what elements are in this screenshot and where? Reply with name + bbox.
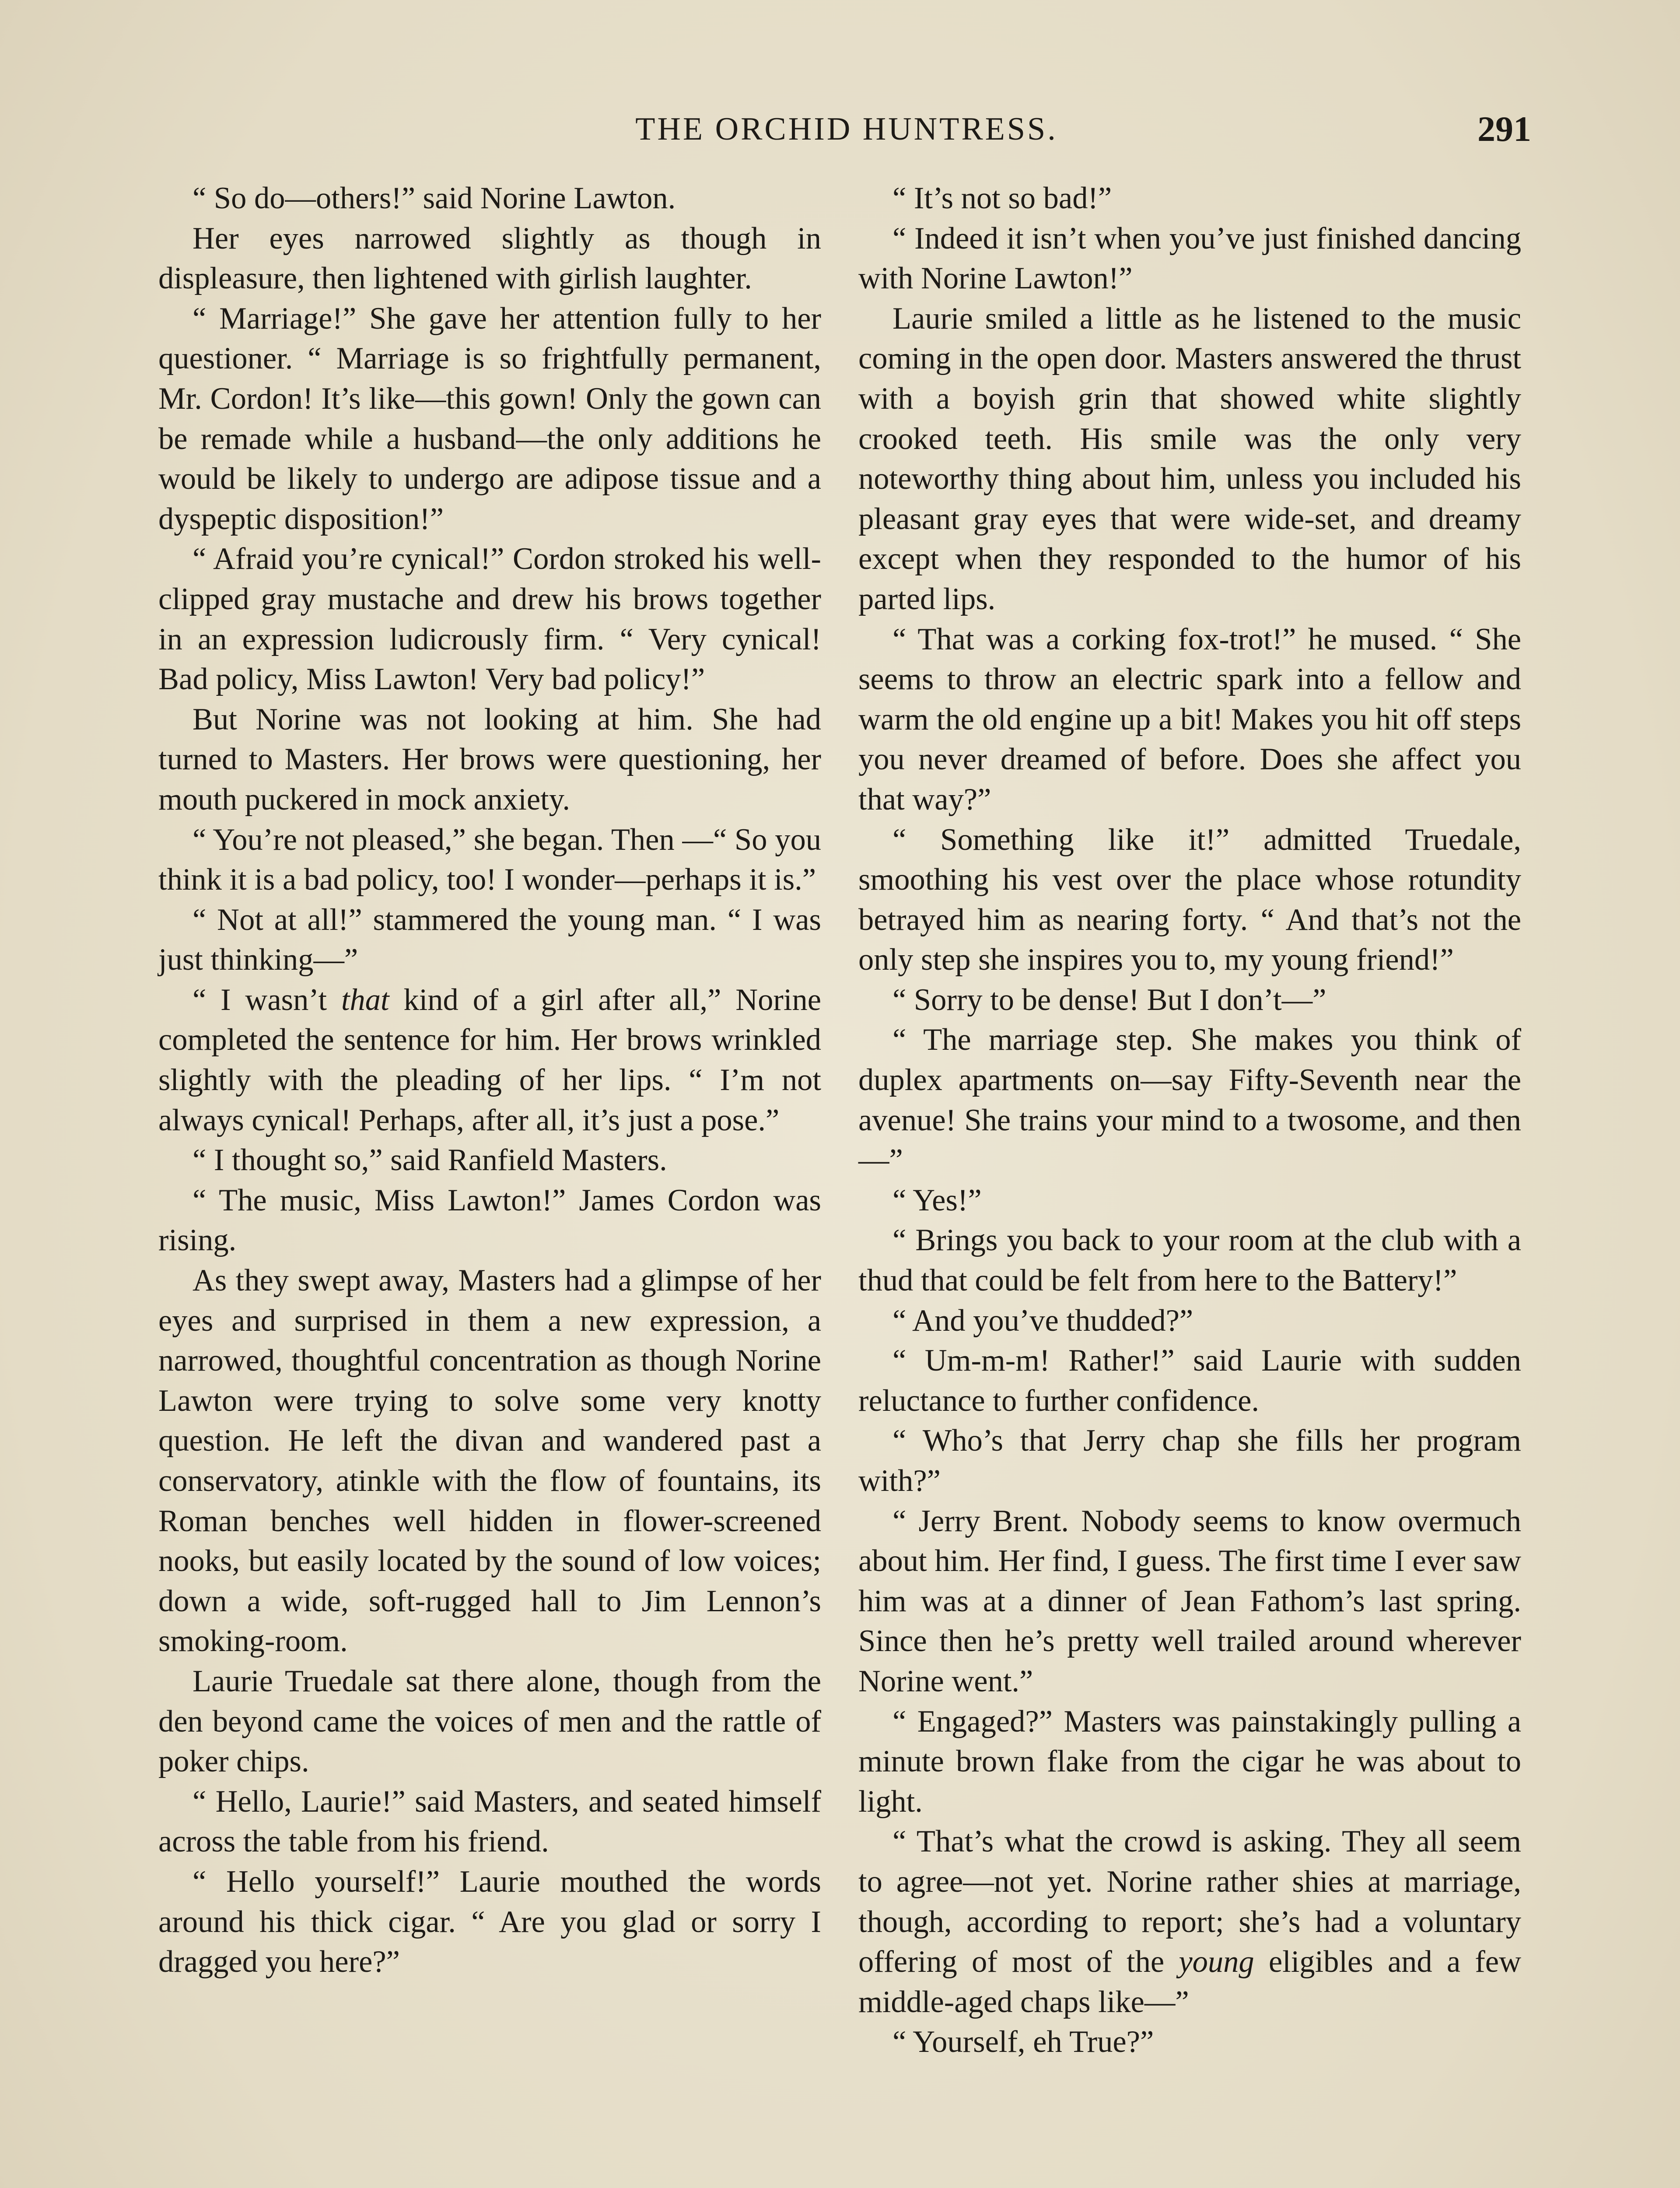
paragraph-part: “ That’s what the crowd is asking. They all seem to agree—not yet. Norine rather shies at marriage, though, according to report; she’s had a voluntary offering of most of the [858,1824,1521,1979]
story-title: THE ORCHID HUNTRESS. [635,111,1058,147]
paragraph: “ Hello yourself!” Laurie mouthed the words around his thick cigar. “ Are you glad or sorry I dragged you here?” [158,1864,821,1979]
paragraph-with-italic [858,1822,1521,2022]
paragraph: “ I thought so,” said Ranfield Masters. [192,1143,667,1178]
paragraph: “ Marriage!” She gave her attention fully to her questioner. “ Marriage is so frightfully permanent, Mr. Cordon! It’s like—this gown! Only the gown can be remade while a husband—the only additions he would be likely to undergo are adipose tissue and a dyspeptic disposition!” [158,301,821,536]
paragraph-part: eligibles and a few middle-aged chaps like—” [858,1945,1521,2019]
paragraph-part: “ I wasn’t [192,982,341,1017]
running-head [162,105,1531,158]
paragraph: But Norine was not looking at him. She had turned to Masters. Her brows were questioning, her mouth puckered in mock anxiety. [158,702,821,817]
paragraph: “ Yourself, eh True?” [892,2025,1154,2059]
paragraph: Her eyes narrowed slightly as though in displeasure, then lightened with girlish laughter. [158,221,821,296]
paragraph: “ Not at all!” stammered the young man. “ I was just thinking—” [158,902,821,977]
paragraph: “ It’s not so bad!” [892,181,1112,215]
paragraph: “ The music, Miss Lawton!” James Cordon was rising. [158,1183,821,1258]
paragraph: “ So do—others!” said Norine Lawton. [192,181,676,215]
paragraph: “ Who’s that Jerry chap she fills her program with?” [858,1424,1521,1498]
italic-word: that [341,982,389,1017]
paragraph: Laurie smiled a little as he listened to the music coming in the open door. Masters answered the thrust with a boyish grin that showed white slightly crooked teeth. His smile was the only very noteworthy thing about him, unless you included his pleasant gray eyes that were wide-set, and dreamy except when they responded to the humor of his parted lips. [858,301,1521,616]
paragraph: “ Sorry to be dense! But I don’t—” [892,982,1326,1017]
paragraph: “ Afraid you’re cynical!” Cordon stroked his well-clipped gray mustache and drew his brows together in an expression ludicrously firm. “ Very cynical! Bad policy, Miss Lawton! Very bad policy!” [158,542,821,697]
paragraph: “ And you’ve thudded?” [892,1303,1194,1338]
paragraph: “ Hello, Laurie!” said Masters, and seated himself across the table from his friend. [158,1784,821,1859]
right-column [858,179,1521,2062]
paragraph-with-italic [158,980,821,1140]
page-number: 291 [1477,109,1531,149]
paragraph: “ The marriage step. She makes you think of duplex apartments on—say Fifty-Seventh near the avenue! She trains your mind to a twosome, and then—” [858,1023,1521,1178]
paragraph: “ Brings you back to your room at the club with a thud that could be felt from here to the Battery!” [858,1223,1521,1298]
paragraph: “ That was a corking fox-trot!” he mused. “ She seems to throw an electric spark into a fellow and warm the old engine up a bit! Makes you hit off steps you never dreamed of before. Does she affect you that way?” [858,622,1521,817]
paragraph: “ Engaged?” Masters was painstakingly pulling a minute brown flake from the cigar he was about to light. [858,1704,1521,1819]
paragraph: “ You’re not pleased,” she began. Then —“ So you think it is a bad policy, too! I wonder—perhaps it is.” [158,822,821,897]
paragraph: Laurie Truedale sat there alone, though from the den beyond came the voices of men and the rattle of poker chips. [158,1664,821,1779]
paragraph: “ Um-m-m! Rather!” said Laurie with sudden reluctance to further confidence. [858,1343,1521,1418]
paragraph-part: kind of a girl after all,” Norine completed the sentence for him. Her brows wrinkled slightly with the pleading of her lips. “ I’m not always cynical! Perhaps, after all, it’s just a pose.” [158,982,822,1137]
paragraph: As they swept away, Masters had a glimpse of her eyes and surprised in them a new expression, a narrowed, thoughtful concentration as though Norine Lawton were trying to solve some very knotty question. He left the divan and wandered past a conservatory, atinkle with the flow of fountains, its Roman benches well hidden in flower-screened nooks, but easily located by the sound of low voices; down a wide, soft-rugged hall to Jim Lennon’s smoking-room. [158,1263,821,1659]
left-column [158,179,821,1982]
paragraph: “ Something like it!” admitted Truedale, smoothing his vest over the place whose rotundity betrayed him as nearing forty. “ And that’s not the only step she inspires you to, my young friend!” [858,822,1521,977]
paragraph: “ Jerry Brent. Nobody seems to know overmuch about him. Her find, I guess. The first time I ever saw him was at a dinner of Jean Fathom’s last spring. Since then he’s pretty well trailed around wherever Norine went.” [858,1504,1521,1698]
italic-word: young [1179,1945,1254,1979]
paragraph: “ Indeed it isn’t when you’ve just finished dancing with Norine Lawton!” [858,221,1521,296]
paragraph: “ Yes!” [892,1183,982,1217]
